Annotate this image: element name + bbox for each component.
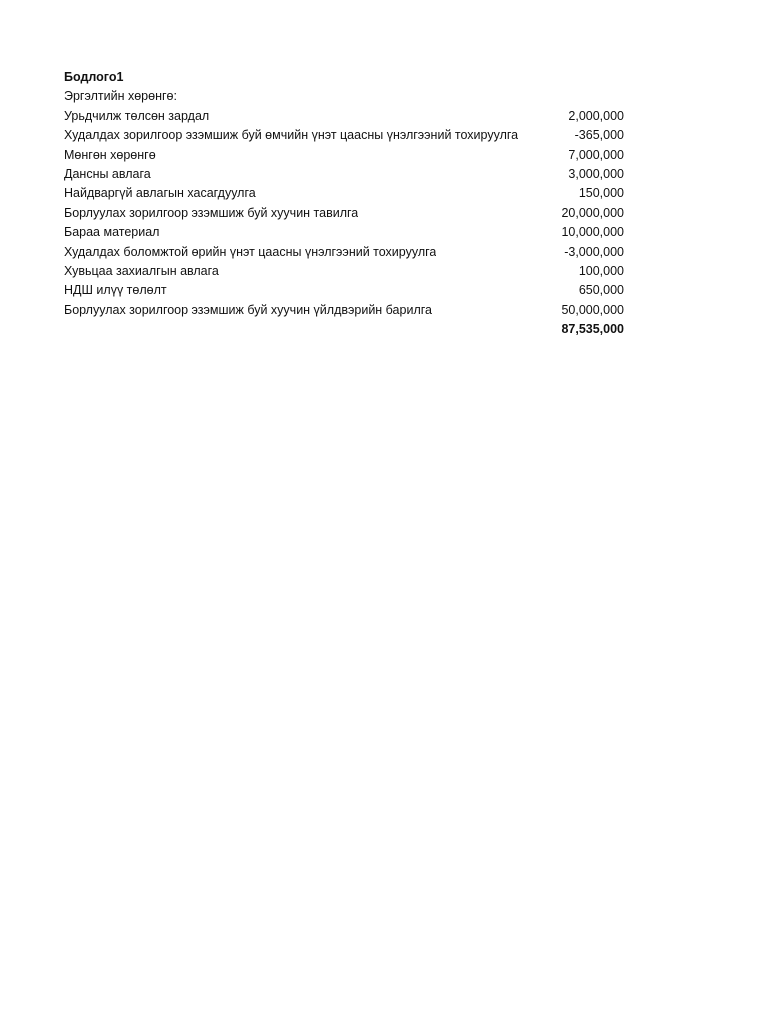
table-row — [64, 146, 624, 165]
row-amount: 20,000,000 — [561, 205, 624, 220]
row-amount: 100,000 — [578, 263, 624, 278]
table-row — [64, 126, 624, 145]
row-label: Худалдах зорилгоор эзэмшиж буй өмчийн үнэт цаасны үнэлгээний тохируулга — [64, 128, 519, 143]
row-label: Найдваргүй авлагын хасагдуулга — [64, 186, 256, 201]
row-amount: 50,000,000 — [561, 302, 624, 317]
row-amount: -365,000 — [574, 128, 624, 143]
table-row — [64, 243, 624, 262]
row-amount: 7,000,000 — [568, 147, 624, 162]
table-row — [64, 204, 624, 223]
table-row — [64, 262, 624, 281]
section-heading: Эргэлтийн хөрөнгө: — [64, 89, 177, 104]
row-amount: 10,000,000 — [561, 225, 624, 240]
table-row — [64, 107, 624, 126]
table-row — [64, 184, 624, 203]
row-label: Дансны авлага — [64, 166, 151, 181]
row-label: Урьдчилж төлсөн зардал — [64, 108, 210, 123]
document-title: Бодлого1 — [64, 70, 124, 84]
row-label: Борлуулах зорилгоор эзэмшиж буй хуучин үйлдвэрийн барилга — [64, 302, 432, 317]
row-amount: -3,000,000 — [564, 244, 624, 259]
row-amount: 150,000 — [578, 186, 624, 201]
table-row — [64, 281, 624, 300]
total-row — [64, 320, 624, 339]
table-row — [64, 223, 624, 242]
table-row — [64, 301, 624, 320]
row-amount: 2,000,000 — [568, 108, 624, 123]
row-label: Худалдах боломжтой өрийн үнэт цаасны үнэлгээний тохируулга — [64, 244, 437, 259]
row-label: НДШ илүү төлөлт — [64, 283, 167, 298]
spreadsheet-page — [64, 68, 624, 339]
row-label: Борлуулах зорилгоор эзэмшиж буй хуучин тавилга — [64, 205, 359, 220]
table-row — [64, 165, 624, 184]
row-amount: 3,000,000 — [568, 166, 624, 181]
row-label: Бараа материал — [64, 225, 160, 240]
row-amount: 650,000 — [578, 283, 624, 298]
total-amount: 87,535,000 — [561, 322, 624, 337]
row-label: Хувьцаа захиалгын авлага — [64, 263, 219, 278]
row-label: Мөнгөн хөрөнгө — [64, 147, 156, 162]
